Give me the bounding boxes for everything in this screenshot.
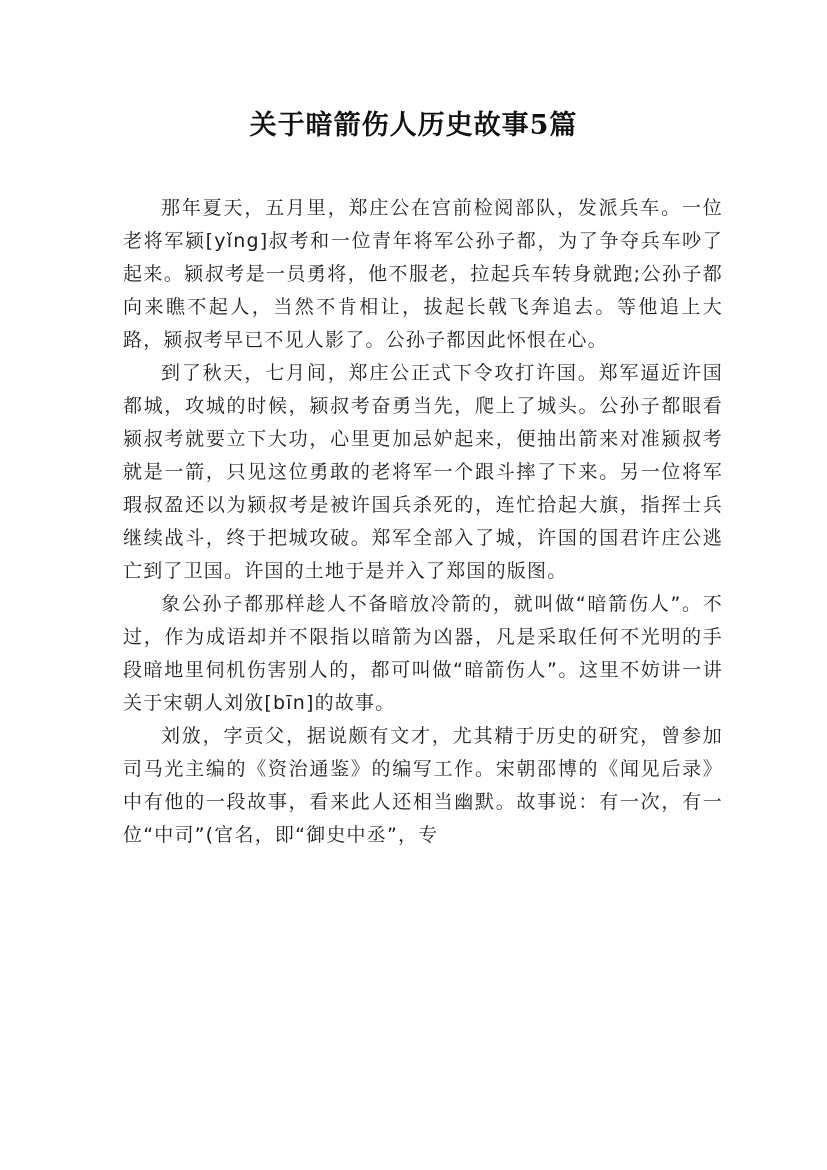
paragraph-2: 到了秋天，七月间，郑庄公正式下令攻打许国。郑军逼近许国都城，攻城的时候，颍叔考奋勇当先，爬上了城头。公孙子都眼看颍叔考就要立下大功，心里更加忌妒起来，便抽出箭来对准颍叔考就是一箭，只见这位勇敢的老将军一个跟斗摔了下来。另一位将军瑕叔盈还以为颍叔考是被许国兵杀死的，连忙拾起大旗，指挥士兵继续战斗，终于把城攻破。郑军全部入了城，许国的国君许庄公逃亡到了卫国。许国的土地于是并入了郑国的版图。: [123, 362, 723, 582]
document-title: 关于暗箭伤人历史故事5篇: [249, 110, 578, 141]
paragraph-4: 刘攽，字贡父，据说颇有文才，尤其精于历史的研究，曾参加司马光主编的《资治通鉴》的编写工作。宋朝邵博的《闻见后录》中有他的一段故事，看来此人还相当幽默。故事说：有一次，有一位“中司”(官名，即“御史中丞”，专: [123, 725, 723, 846]
paragraph-3: 象公孙子都那样趁人不备暗放冷箭的，就叫做“暗箭伤人”。不过，作为成语却并不限指以暗箭为凶器，凡是采取任何不光明的手段暗地里伺机伤害别人的，都可叫做“暗箭伤人”。这里不妨讲一讲关于宋朝人刘攽[bīn]的故事。: [123, 593, 723, 714]
document-body: [123, 192, 723, 852]
paragraph-1: 那年夏天，五月里，郑庄公在宫前检阅部队，发派兵车。一位老将军颍[yǐng]叔考和一位青年将军公孙子都，为了争夺兵车吵了起来。颍叔考是一员勇将，他不服老，拉起兵车转身就跑;公孙子都向来瞧不起人，当然不肯相让，拔起长戟飞奔追去。等他追上大路，颍叔考早已不见人影了。公孙子都因此怀恨在心。: [123, 197, 723, 351]
